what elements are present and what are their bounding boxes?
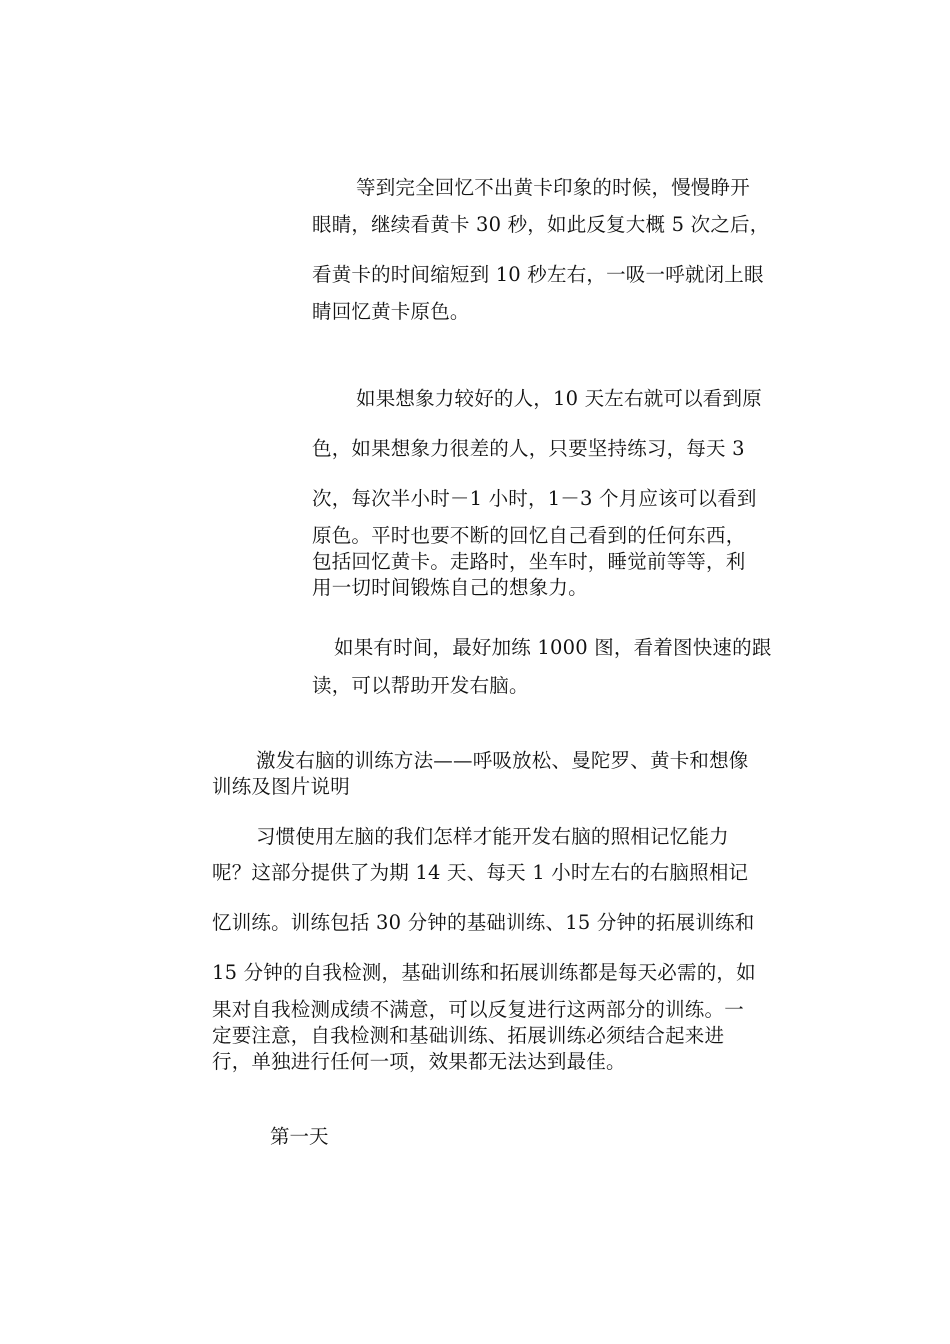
paragraph-5-line-2: 呢？这部分提供了为期 14 天、每天 1 小时左右的右脑照相记: [212, 861, 749, 884]
paragraph-5-line-4: 15 分钟的自我检测，基础训练和拓展训练都是每天必需的，如: [212, 961, 756, 984]
paragraph-5-line-6: 定要注意，自我检测和基础训练、拓展训练必须结合起来进: [212, 1024, 725, 1047]
paragraph-2-line-5: 包括回忆黄卡。走路时，坐车时，睡觉前等等，利: [312, 550, 746, 573]
paragraph-1-line-2: 眼睛，继续看黄卡 30 秒，如此反复大概 5 次之后，: [312, 213, 770, 236]
paragraph-5-line-5: 果对自我检测成绩不满意，可以反复进行这两部分的训练。一: [212, 998, 744, 1021]
paragraph-5-line-7: 行，单独进行任何一项，效果都无法达到最佳。: [212, 1050, 626, 1073]
paragraph-2-line-6: 用一切时间锻炼自己的想象力。: [312, 576, 588, 599]
paragraph-2-line-3: 次，每次半小时－1 小时，1－3 个月应该可以看到: [312, 487, 757, 510]
paragraph-1-line-4: 睛回忆黄卡原色。: [312, 300, 470, 323]
paragraph-2-line-2: 色，如果想象力很差的人，只要坚持练习，每天 3: [312, 437, 745, 460]
paragraph-1-line-1: 等到完全回忆不出黄卡印象的时候，慢慢睁开: [356, 176, 751, 199]
paragraph-4-line-2: 训练及图片说明: [212, 775, 350, 798]
paragraph-1-line-3: 看黄卡的时间缩短到 10 秒左右，一吸一呼就闭上眼: [312, 263, 764, 286]
paragraph-3-line-1: 如果有时间，最好加练 1000 图，看着图快速的跟: [334, 636, 772, 659]
paragraph-4-line-1: 激发右脑的训练方法——呼吸放松、曼陀罗、黄卡和想像: [256, 749, 749, 772]
section-heading: 第一天: [270, 1125, 329, 1148]
paragraph-2-line-4: 原色。平时也要不断的回忆自己看到的任何东西，: [312, 524, 746, 547]
paragraph-3-line-2: 读，可以帮助开发右脑。: [312, 674, 529, 697]
paragraph-5-line-3: 忆训练。训练包括 30 分钟的基础训练、15 分钟的拓展训练和: [212, 911, 755, 934]
paragraph-2-line-1: 如果想象力较好的人，10 天左右就可以看到原: [356, 387, 762, 410]
paragraph-5-line-1: 习惯使用左脑的我们怎样才能开发右脑的照相记忆能力: [256, 825, 729, 848]
